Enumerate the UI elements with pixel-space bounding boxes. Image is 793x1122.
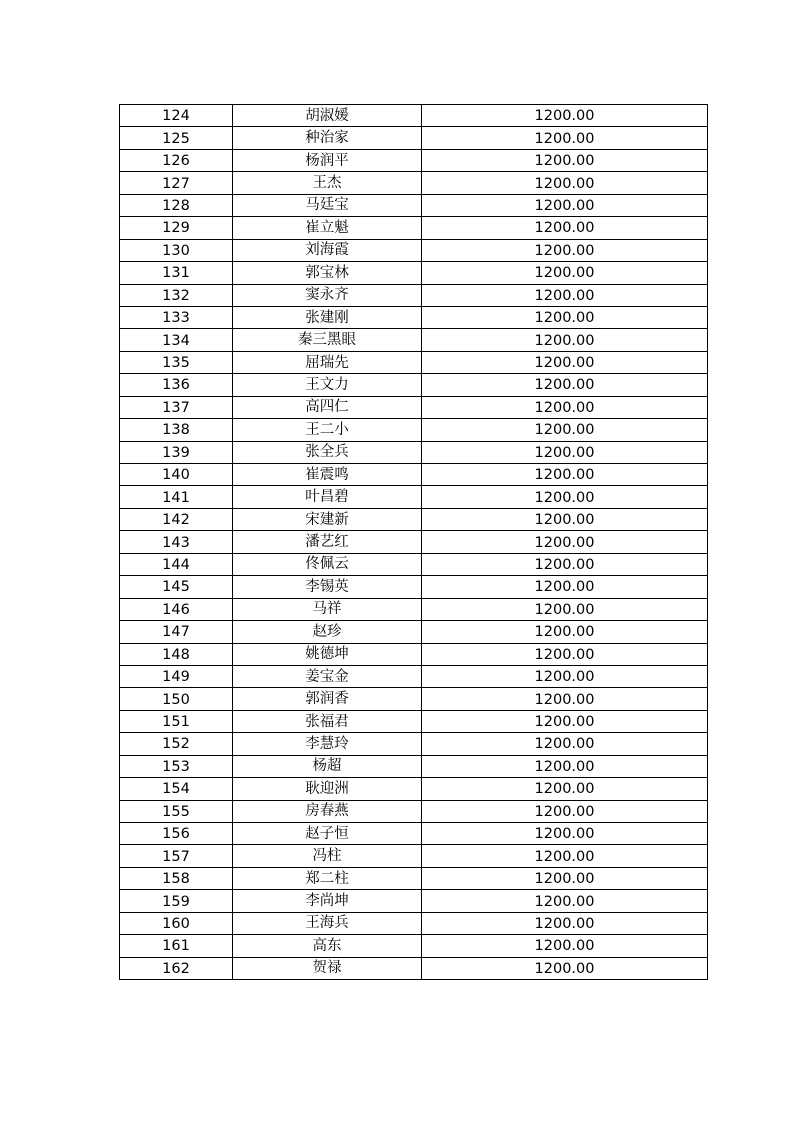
row-number-cell: 140: [120, 464, 233, 486]
table-row: [120, 306, 708, 328]
recipient-name-cell: 高四仁: [233, 396, 422, 418]
table-row: [120, 621, 708, 643]
row-number-cell: 154: [120, 778, 233, 800]
row-number-cell: 127: [120, 172, 233, 194]
table-row: [120, 935, 708, 957]
table-row: [120, 778, 708, 800]
amount-cell: 1200.00: [422, 396, 708, 418]
recipient-name-cell: 窦永齐: [233, 284, 422, 306]
table-row: [120, 284, 708, 306]
recipient-name-cell: 郑二柱: [233, 867, 422, 889]
row-number-cell: 148: [120, 643, 233, 665]
row-number-cell: 158: [120, 867, 233, 889]
row-number-cell: 130: [120, 239, 233, 261]
amount-cell: 1200.00: [422, 845, 708, 867]
row-number-cell: 133: [120, 306, 233, 328]
row-number-cell: 137: [120, 396, 233, 418]
row-number-cell: 143: [120, 531, 233, 553]
row-number-cell: 132: [120, 284, 233, 306]
table-row: [120, 351, 708, 373]
amount-cell: 1200.00: [422, 441, 708, 463]
amount-cell: 1200.00: [422, 127, 708, 149]
table-row: [120, 643, 708, 665]
row-number-cell: 160: [120, 912, 233, 934]
recipient-name-cell: 杨超: [233, 755, 422, 777]
table-row: [120, 374, 708, 396]
recipient-name-cell: 宋建新: [233, 508, 422, 530]
amount-cell: 1200.00: [422, 172, 708, 194]
amount-cell: 1200.00: [422, 464, 708, 486]
amount-cell: 1200.00: [422, 867, 708, 889]
table-row: [120, 149, 708, 171]
row-number-cell: 139: [120, 441, 233, 463]
recipient-name-cell: 郭润香: [233, 688, 422, 710]
amount-cell: 1200.00: [422, 217, 708, 239]
table-row: [120, 733, 708, 755]
amount-cell: 1200.00: [422, 419, 708, 441]
recipient-name-cell: 冯柱: [233, 845, 422, 867]
amount-cell: 1200.00: [422, 553, 708, 575]
recipient-name-cell: 王文力: [233, 374, 422, 396]
table-row: [120, 217, 708, 239]
row-number-cell: 134: [120, 329, 233, 351]
recipient-name-cell: 王海兵: [233, 912, 422, 934]
recipient-name-cell: 郭宝林: [233, 262, 422, 284]
recipient-name-cell: 屈瑞先: [233, 351, 422, 373]
row-number-cell: 126: [120, 149, 233, 171]
table-row: [120, 419, 708, 441]
recipient-name-cell: 姜宝金: [233, 665, 422, 687]
recipient-name-cell: 马祥: [233, 598, 422, 620]
table-row: [120, 239, 708, 261]
amount-cell: 1200.00: [422, 665, 708, 687]
recipient-name-cell: 赵子恒: [233, 823, 422, 845]
table-row: [120, 890, 708, 912]
recipient-name-cell: 叶昌碧: [233, 486, 422, 508]
roster-table: [119, 104, 708, 980]
table-row: [120, 710, 708, 732]
amount-cell: 1200.00: [422, 194, 708, 216]
table-row: [120, 957, 708, 979]
table-row: [120, 127, 708, 149]
row-number-cell: 125: [120, 127, 233, 149]
recipient-name-cell: 李尚坤: [233, 890, 422, 912]
amount-cell: 1200.00: [422, 688, 708, 710]
row-number-cell: 162: [120, 957, 233, 979]
row-number-cell: 157: [120, 845, 233, 867]
amount-cell: 1200.00: [422, 823, 708, 845]
table-row: [120, 845, 708, 867]
recipient-name-cell: 崔立魁: [233, 217, 422, 239]
table-row: [120, 464, 708, 486]
amount-cell: 1200.00: [422, 239, 708, 261]
amount-cell: 1200.00: [422, 935, 708, 957]
recipient-name-cell: 赵珍: [233, 621, 422, 643]
recipient-name-cell: 李锡英: [233, 576, 422, 598]
recipient-name-cell: 王杰: [233, 172, 422, 194]
amount-cell: 1200.00: [422, 778, 708, 800]
recipient-name-cell: 贺禄: [233, 957, 422, 979]
amount-cell: 1200.00: [422, 598, 708, 620]
row-number-cell: 129: [120, 217, 233, 239]
recipient-name-cell: 耿迎洲: [233, 778, 422, 800]
recipient-name-cell: 马廷宝: [233, 194, 422, 216]
amount-cell: 1200.00: [422, 105, 708, 127]
amount-cell: 1200.00: [422, 643, 708, 665]
amount-cell: 1200.00: [422, 374, 708, 396]
row-number-cell: 138: [120, 419, 233, 441]
recipient-name-cell: 潘艺红: [233, 531, 422, 553]
amount-cell: 1200.00: [422, 890, 708, 912]
amount-cell: 1200.00: [422, 531, 708, 553]
recipient-name-cell: 张建刚: [233, 306, 422, 328]
row-number-cell: 161: [120, 935, 233, 957]
row-number-cell: 124: [120, 105, 233, 127]
table-row: [120, 486, 708, 508]
table-row: [120, 823, 708, 845]
recipient-name-cell: 张全兵: [233, 441, 422, 463]
table-row: [120, 598, 708, 620]
table-row: [120, 553, 708, 575]
row-number-cell: 159: [120, 890, 233, 912]
recipient-name-cell: 高东: [233, 935, 422, 957]
amount-cell: 1200.00: [422, 576, 708, 598]
row-number-cell: 153: [120, 755, 233, 777]
amount-cell: 1200.00: [422, 800, 708, 822]
amount-cell: 1200.00: [422, 755, 708, 777]
row-number-cell: 152: [120, 733, 233, 755]
amount-cell: 1200.00: [422, 306, 708, 328]
table-row: [120, 665, 708, 687]
row-number-cell: 146: [120, 598, 233, 620]
amount-cell: 1200.00: [422, 351, 708, 373]
recipient-name-cell: 佟佩云: [233, 553, 422, 575]
row-number-cell: 144: [120, 553, 233, 575]
row-number-cell: 156: [120, 823, 233, 845]
amount-cell: 1200.00: [422, 329, 708, 351]
row-number-cell: 128: [120, 194, 233, 216]
amount-cell: 1200.00: [422, 149, 708, 171]
table-row: [120, 194, 708, 216]
row-number-cell: 147: [120, 621, 233, 643]
recipient-name-cell: 崔震鸣: [233, 464, 422, 486]
table-row: [120, 531, 708, 553]
table-row: [120, 262, 708, 284]
row-number-cell: 141: [120, 486, 233, 508]
amount-cell: 1200.00: [422, 733, 708, 755]
table-row: [120, 912, 708, 934]
row-number-cell: 135: [120, 351, 233, 373]
amount-cell: 1200.00: [422, 621, 708, 643]
table-row: [120, 105, 708, 127]
table-row: [120, 755, 708, 777]
amount-cell: 1200.00: [422, 508, 708, 530]
recipient-name-cell: 秦三黑眼: [233, 329, 422, 351]
table-row: [120, 576, 708, 598]
recipient-name-cell: 杨润平: [233, 149, 422, 171]
amount-cell: 1200.00: [422, 486, 708, 508]
table-row: [120, 508, 708, 530]
row-number-cell: 136: [120, 374, 233, 396]
table-row: [120, 396, 708, 418]
amount-cell: 1200.00: [422, 710, 708, 732]
amount-cell: 1200.00: [422, 912, 708, 934]
row-number-cell: 131: [120, 262, 233, 284]
table-row: [120, 800, 708, 822]
roster-table-body: [120, 105, 708, 980]
amount-cell: 1200.00: [422, 284, 708, 306]
row-number-cell: 150: [120, 688, 233, 710]
recipient-name-cell: 张福君: [233, 710, 422, 732]
amount-cell: 1200.00: [422, 957, 708, 979]
row-number-cell: 149: [120, 665, 233, 687]
row-number-cell: 145: [120, 576, 233, 598]
table-row: [120, 441, 708, 463]
recipient-name-cell: 房春燕: [233, 800, 422, 822]
recipient-name-cell: 胡淑媛: [233, 105, 422, 127]
table-row: [120, 329, 708, 351]
amount-cell: 1200.00: [422, 262, 708, 284]
table-row: [120, 867, 708, 889]
recipient-name-cell: 刘海霞: [233, 239, 422, 261]
table-row: [120, 172, 708, 194]
recipient-name-cell: 种治家: [233, 127, 422, 149]
row-number-cell: 142: [120, 508, 233, 530]
row-number-cell: 155: [120, 800, 233, 822]
table-row: [120, 688, 708, 710]
recipient-name-cell: 李慧玲: [233, 733, 422, 755]
recipient-name-cell: 王二小: [233, 419, 422, 441]
row-number-cell: 151: [120, 710, 233, 732]
recipient-name-cell: 姚德坤: [233, 643, 422, 665]
